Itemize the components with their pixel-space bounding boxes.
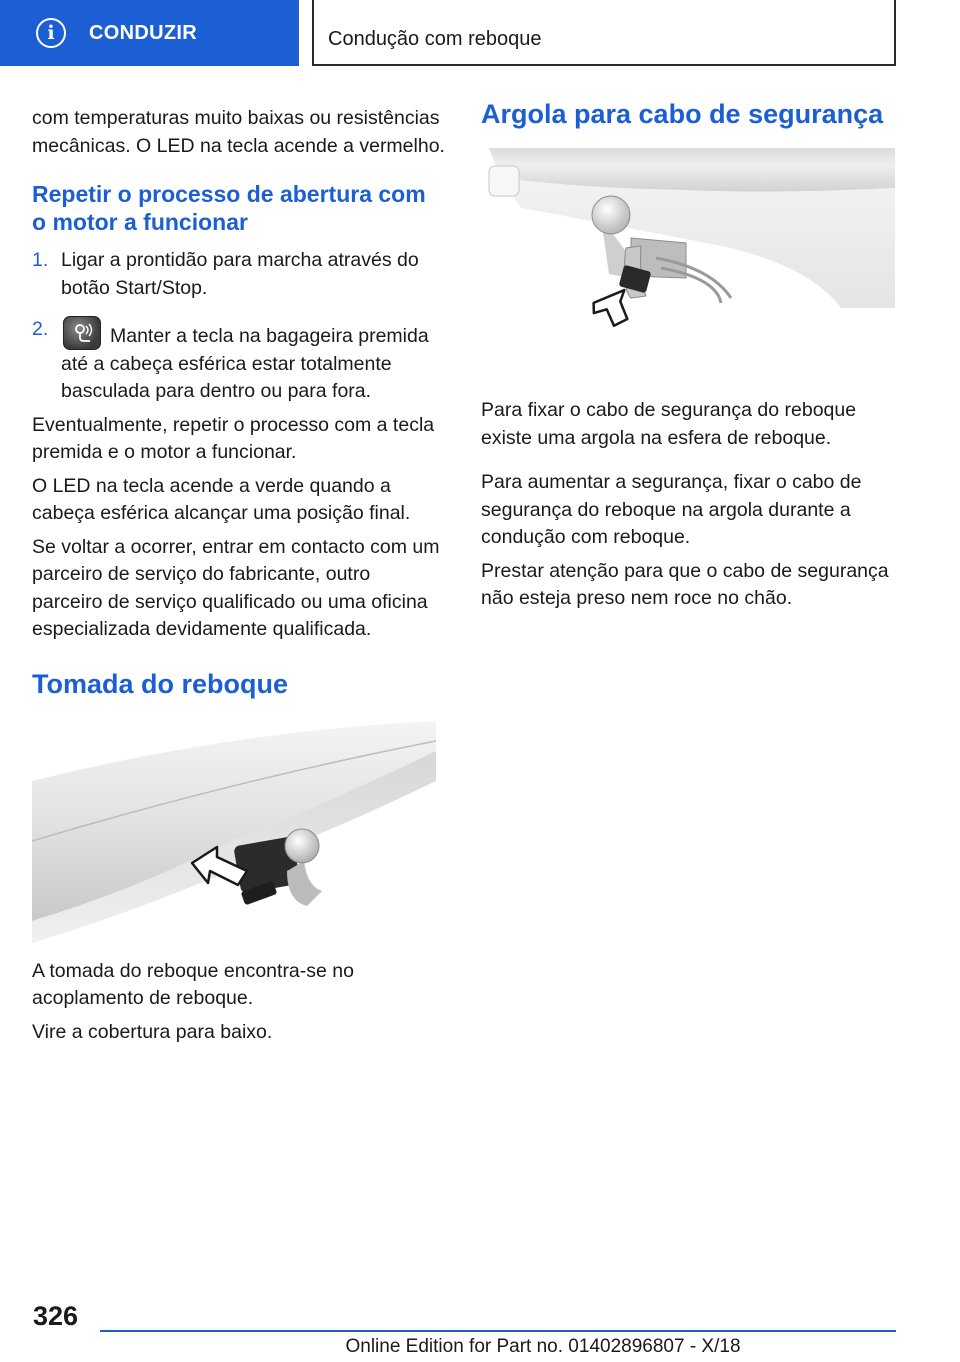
- safety-ring-illustration: [481, 148, 897, 368]
- heading-repeat-process: Repetir o processo de abertura com o motor a funcionar: [32, 181, 426, 235]
- chapter-tab-label: CONDUZIR: [89, 21, 197, 44]
- section-title: Condução com reboque: [328, 28, 542, 50]
- step-text: Ligar a prontidão para marcha através do botão Start/Stop.: [61, 249, 419, 299]
- paragraph: Para fixar o cabo de segurança do reboque existe uma argola na esfera de reboque.: [481, 399, 857, 449]
- list-item: [32, 247, 446, 302]
- step-number: 1.: [32, 249, 49, 271]
- paragraph: Se voltar a ocorrer, entrar em contacto com um parceiro de serviço do fabricante, outro parceiro de serviço qualificado ou uma oficina especializada devidamente qualificada.: [32, 535, 440, 640]
- section-header: [312, 0, 896, 66]
- paragraph: A tomada do reboque encontra-se no acoplamento de reboque.: [32, 959, 354, 1009]
- step-number: 2.: [32, 318, 49, 340]
- info-icon: i: [36, 18, 66, 48]
- page-number: 326: [33, 1301, 79, 1331]
- step-text: Manter a tecla na bagageira premida até a cabeça esférica estar totalmente basculada para dentro ou para fora.: [61, 325, 429, 402]
- heading-trailer-socket: Tomada do reboque: [32, 668, 289, 699]
- list-item: [32, 316, 446, 406]
- footer-divider: [100, 1330, 896, 1332]
- left-column: [32, 105, 446, 1046]
- intro-paragraph: com temperaturas muito baixas ou resistências mecânicas. O LED na tecla acende a vermelho.: [32, 107, 445, 157]
- paragraph: Prestar atenção para que o cabo de segurança não esteja preso nem roce no chão.: [481, 559, 889, 609]
- trailer-socket-illustration: [32, 721, 446, 943]
- paragraph: Para aumentar a segurança, fixar o cabo de segurança do reboque na argola durante a condução com reboque.: [481, 471, 862, 548]
- paragraph: Vire a cobertura para baixo.: [32, 1020, 273, 1043]
- chapter-tab[interactable]: [0, 0, 299, 66]
- right-column: [481, 98, 897, 613]
- paragraph: Eventualmente, repetir o processo com a tecla premida e o motor a funcionar.: [32, 413, 435, 463]
- paragraph: O LED na tecla acende a verde quando a cabeça esférica alcançar uma posição final.: [32, 474, 411, 524]
- steps-list: [32, 247, 446, 406]
- footer-edition: Online Edition for Part no. 01402896807 - X/18: [345, 1336, 741, 1357]
- tow-hitch-button-icon: [63, 316, 101, 350]
- heading-safety-ring: Argola para cabo de segurança: [481, 99, 884, 129]
